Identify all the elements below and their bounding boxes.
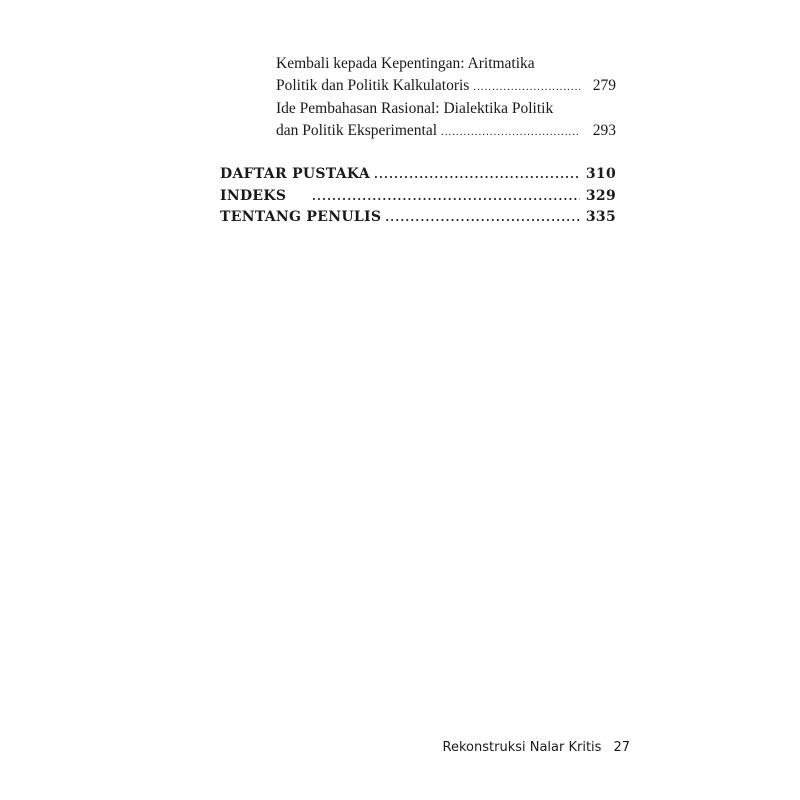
dot-leader bbox=[473, 77, 580, 99]
section-gap bbox=[220, 143, 616, 164]
toc-entry-title-continued: dan Politik Eksperimental bbox=[276, 121, 438, 139]
dot-leader bbox=[312, 186, 580, 208]
toc-sub-entry[interactable] bbox=[220, 53, 616, 98]
toc-entry-line-2 bbox=[276, 120, 616, 144]
dot-leader bbox=[385, 207, 580, 229]
toc-entry-indeks[interactable] bbox=[220, 186, 616, 208]
toc-page-number: 310 bbox=[585, 166, 616, 182]
running-book-title: Rekonstruksi Nalar Kritis bbox=[442, 740, 602, 755]
toc-entry-line-1 bbox=[276, 53, 616, 75]
dot-leader bbox=[374, 164, 580, 186]
toc-entry-line-2 bbox=[276, 75, 616, 99]
toc-entry-tentang-penulis[interactable] bbox=[220, 207, 616, 229]
page-number: 27 bbox=[613, 740, 630, 755]
toc-page-number: 335 bbox=[585, 209, 616, 225]
toc-page-number: 329 bbox=[585, 187, 616, 204]
toc-entry-title: DAFTAR PUSTAKA bbox=[220, 166, 370, 182]
toc-entry-title: TENTANG PENULIS bbox=[220, 209, 382, 225]
toc-entry-daftar-pustaka[interactable] bbox=[220, 164, 616, 186]
table-of-contents bbox=[220, 53, 616, 229]
toc-page-number: 293 bbox=[592, 121, 616, 139]
toc-entry-title: INDEKS bbox=[220, 187, 287, 204]
toc-entry-title: Kembali kepada Kepentingan: Aritmatika bbox=[276, 55, 535, 72]
toc-entry-line-1 bbox=[276, 98, 616, 120]
toc-entry-title: Ide Pembahasan Rasional: Dialektika Politik bbox=[276, 100, 554, 117]
dot-leader bbox=[441, 122, 580, 144]
toc-sub-entry[interactable] bbox=[220, 98, 616, 143]
toc-page-number: 279 bbox=[592, 76, 616, 94]
page-footer bbox=[440, 740, 630, 755]
toc-entry-title-continued: Politik dan Politik Kalkulatoris bbox=[276, 76, 470, 94]
